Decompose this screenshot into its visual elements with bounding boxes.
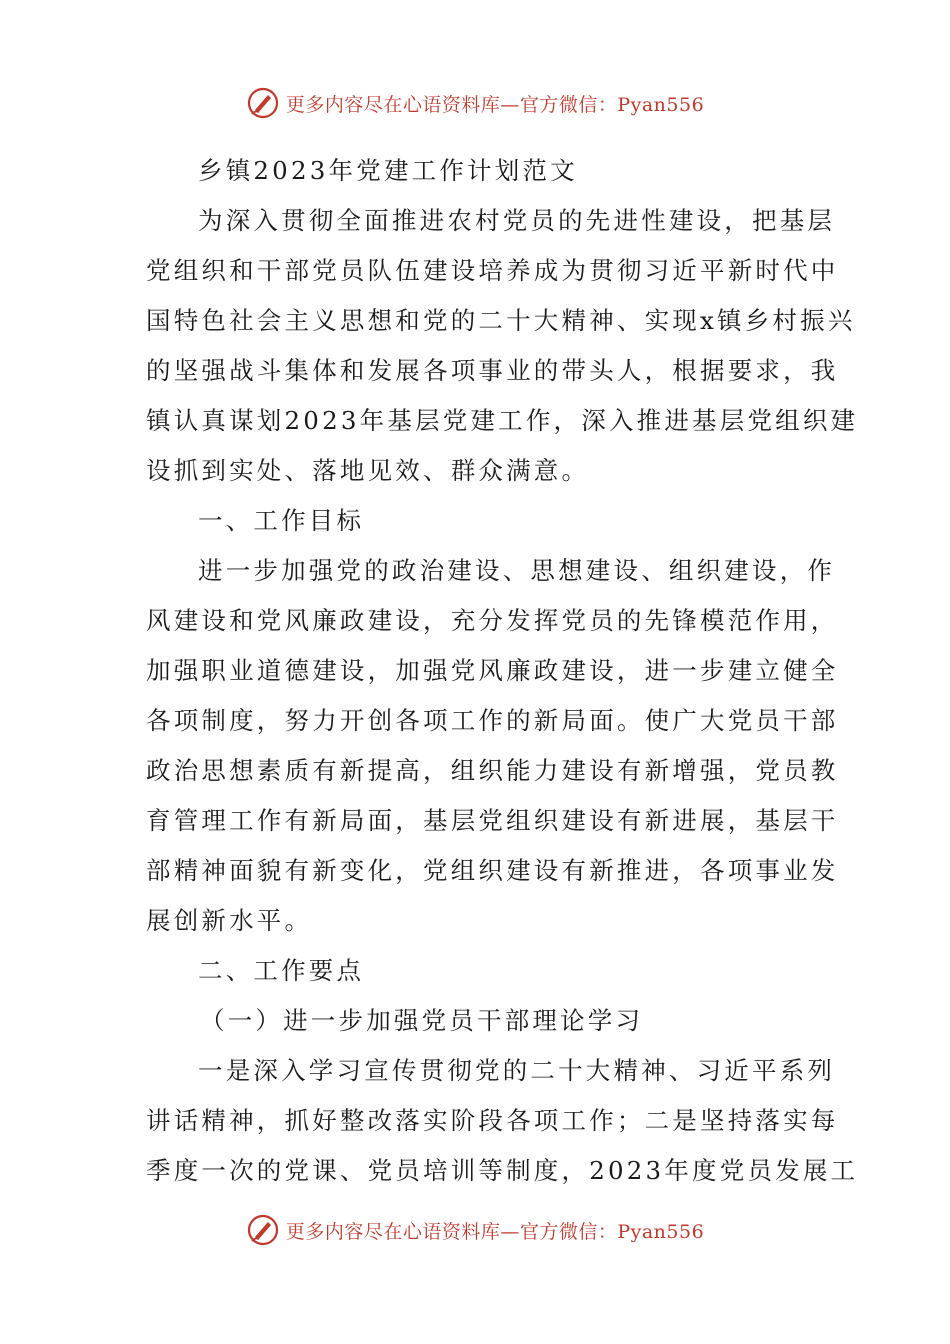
paragraph-line: 部精神面貌有新变化，党组织建设有新推进，各项事业发	[146, 856, 839, 885]
section-heading: 二、工作要点	[198, 956, 365, 985]
watermark-text: 更多内容尽在心语资料库—官方微信：Pyan556	[285, 1220, 705, 1243]
paragraph-line: 一是深入学习宣传贯彻党的二十大精神、习近平系列	[198, 1056, 836, 1085]
subsection-heading: （一）进一步加强党员干部理论学习	[200, 1006, 644, 1035]
watermark-banner-top	[0, 81, 950, 125]
paragraph-line: 风建设和党风廉政建设，充分发挥党员的先锋模范作用，	[146, 606, 839, 635]
paragraph-line: 季度一次的党课、党员培训等制度，2023年度党员发展工	[146, 1156, 859, 1185]
paragraph-line: 育管理工作有新局面，基层党组织建设有新进展，基层干	[146, 806, 839, 835]
paragraph-line: 加强职业道德建设，加强党风廉政建设，进一步建立健全	[146, 656, 839, 685]
paragraph-line: 镇认真谋划2023年基层党建工作，深入推进基层党组织建	[146, 406, 859, 435]
paragraph-line: 设抓到实处、落地见效、群众满意。	[146, 456, 590, 485]
paragraph-line: 党组织和干部党员队伍建设培养成为贯彻习近平新时代中	[146, 256, 839, 285]
paragraph-line: 政治思想素质有新提高，组织能力建设有新增强，党员教	[146, 756, 839, 785]
document-title: 乡镇2023年党建工作计划范文	[198, 156, 578, 185]
watermark-banner-bottom	[0, 1208, 950, 1252]
pen-logo-icon	[246, 1213, 280, 1247]
paragraph-line: 为深入贯彻全面推进农村党员的先进性建设，把基层	[198, 206, 836, 235]
pen-logo-icon	[246, 86, 280, 120]
paragraph-line: 讲话精神，抓好整改落实阶段各项工作；二是坚持落实每	[146, 1106, 839, 1135]
section-heading: 一、工作目标	[198, 506, 365, 535]
paragraph-line: 的坚强战斗集体和发展各项事业的带头人，根据要求，我	[146, 356, 839, 385]
paragraph-line: 展创新水平。	[146, 906, 313, 935]
paragraph-line: 进一步加强党的政治建设、思想建设、组织建设，作	[198, 556, 836, 585]
document-body	[146, 146, 859, 1196]
watermark-text: 更多内容尽在心语资料库—官方微信：Pyan556	[285, 93, 705, 116]
paragraph-line: 各项制度，努力开创各项工作的新局面。使广大党员干部	[146, 706, 839, 735]
paragraph-line: 国特色社会主义思想和党的二十大精神、实现x镇乡村振兴	[146, 306, 856, 335]
